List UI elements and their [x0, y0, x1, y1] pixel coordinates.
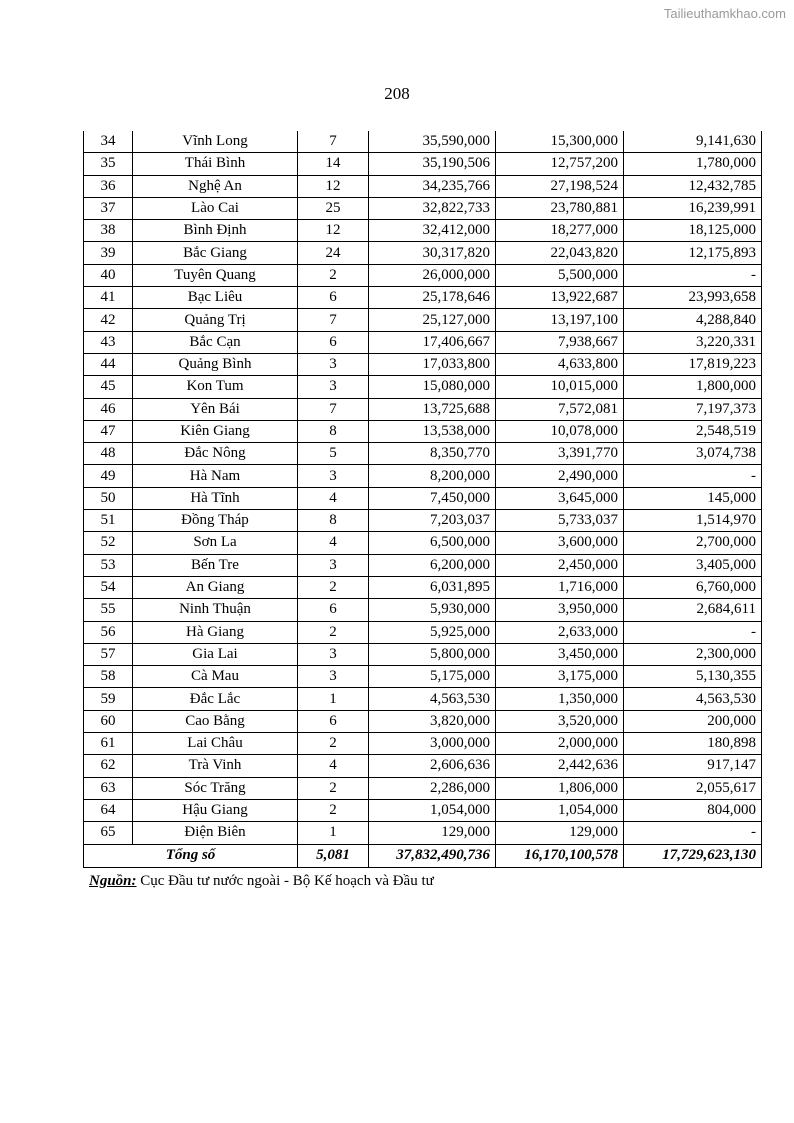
implemented-capital: 4,563,530	[624, 688, 762, 710]
table-row	[84, 799, 762, 821]
table-row	[84, 710, 762, 732]
table-row	[84, 822, 762, 844]
province-name: Quảng Trị	[133, 309, 298, 331]
table-row	[84, 465, 762, 487]
implemented-capital: 804,000	[624, 799, 762, 821]
implemented-capital: -	[624, 621, 762, 643]
registered-capital: 5,930,000	[369, 599, 496, 621]
registered-capital: 25,178,646	[369, 287, 496, 309]
province-name: Hậu Giang	[133, 799, 298, 821]
total-projects: 5,081	[298, 844, 369, 867]
table-row	[84, 666, 762, 688]
charter-capital: 2,490,000	[496, 465, 624, 487]
charter-capital: 3,950,000	[496, 599, 624, 621]
implemented-capital: 2,684,611	[624, 599, 762, 621]
table-row	[84, 220, 762, 242]
province-name: Tuyên Quang	[133, 264, 298, 286]
province-name: An Giang	[133, 576, 298, 598]
implemented-capital: -	[624, 264, 762, 286]
charter-capital: 5,733,037	[496, 510, 624, 532]
table-row	[84, 376, 762, 398]
source-note	[89, 873, 434, 890]
implemented-capital: 12,175,893	[624, 242, 762, 264]
project-count: 2	[298, 576, 369, 598]
implemented-capital: 2,055,617	[624, 777, 762, 799]
province-name: Nghệ An	[133, 175, 298, 197]
project-count: 4	[298, 755, 369, 777]
project-count: 3	[298, 666, 369, 688]
charter-capital: 129,000	[496, 822, 624, 844]
table-row	[84, 197, 762, 219]
registered-capital: 3,820,000	[369, 710, 496, 732]
project-count: 6	[298, 287, 369, 309]
registered-capital: 32,822,733	[369, 197, 496, 219]
table-row	[84, 688, 762, 710]
implemented-capital: 3,405,000	[624, 554, 762, 576]
registered-capital: 5,175,000	[369, 666, 496, 688]
implemented-capital: 3,220,331	[624, 331, 762, 353]
row-number: 47	[84, 420, 133, 442]
row-number: 55	[84, 599, 133, 621]
table-row	[84, 510, 762, 532]
table-row	[84, 532, 762, 554]
charter-capital: 3,645,000	[496, 487, 624, 509]
implemented-capital: 18,125,000	[624, 220, 762, 242]
row-number: 38	[84, 220, 133, 242]
charter-capital: 27,198,524	[496, 175, 624, 197]
registered-capital: 6,031,895	[369, 576, 496, 598]
implemented-capital: 1,800,000	[624, 376, 762, 398]
province-name: Bắc Cạn	[133, 331, 298, 353]
charter-capital: 3,600,000	[496, 532, 624, 554]
province-name: Hà Giang	[133, 621, 298, 643]
charter-capital: 1,054,000	[496, 799, 624, 821]
charter-capital: 3,450,000	[496, 643, 624, 665]
table-row	[84, 287, 762, 309]
registered-capital: 2,606,636	[369, 755, 496, 777]
implemented-capital: 4,288,840	[624, 309, 762, 331]
implemented-capital: -	[624, 822, 762, 844]
province-name: Đắc Lắc	[133, 688, 298, 710]
registered-capital: 1,054,000	[369, 799, 496, 821]
implemented-capital: 917,147	[624, 755, 762, 777]
project-count: 3	[298, 353, 369, 375]
table-row	[84, 443, 762, 465]
implemented-capital: 16,239,991	[624, 197, 762, 219]
registered-capital: 35,590,000	[369, 131, 496, 153]
province-name: Hà Nam	[133, 465, 298, 487]
charter-capital: 15,300,000	[496, 131, 624, 153]
watermark-text: Tailieuthamkhao.com	[663, 6, 786, 21]
registered-capital: 15,080,000	[369, 376, 496, 398]
project-count: 4	[298, 532, 369, 554]
registered-capital: 3,000,000	[369, 733, 496, 755]
fdi-by-province-table	[83, 131, 762, 868]
province-name: Bạc Liêu	[133, 287, 298, 309]
registered-capital: 8,350,770	[369, 443, 496, 465]
row-number: 41	[84, 287, 133, 309]
row-number: 62	[84, 755, 133, 777]
implemented-capital: -	[624, 465, 762, 487]
project-count: 12	[298, 175, 369, 197]
registered-capital: 129,000	[369, 822, 496, 844]
charter-capital: 1,806,000	[496, 777, 624, 799]
province-name: Sóc Trăng	[133, 777, 298, 799]
row-number: 43	[84, 331, 133, 353]
row-number: 35	[84, 153, 133, 175]
registered-capital: 6,500,000	[369, 532, 496, 554]
province-name: Trà Vinh	[133, 755, 298, 777]
registered-capital: 13,538,000	[369, 420, 496, 442]
charter-capital: 2,442,636	[496, 755, 624, 777]
charter-capital: 2,633,000	[496, 621, 624, 643]
table-row	[84, 309, 762, 331]
registered-capital: 17,033,800	[369, 353, 496, 375]
table-row	[84, 755, 762, 777]
province-name: Bắc Giang	[133, 242, 298, 264]
table-row	[84, 576, 762, 598]
row-number: 39	[84, 242, 133, 264]
total-charter-capital: 16,170,100,578	[496, 844, 624, 867]
project-count: 25	[298, 197, 369, 219]
province-name: Sơn La	[133, 532, 298, 554]
project-count: 2	[298, 777, 369, 799]
project-count: 2	[298, 621, 369, 643]
implemented-capital: 12,432,785	[624, 175, 762, 197]
row-number: 58	[84, 666, 133, 688]
table-row	[84, 153, 762, 175]
project-count: 5	[298, 443, 369, 465]
row-number: 64	[84, 799, 133, 821]
implemented-capital: 1,780,000	[624, 153, 762, 175]
project-count: 24	[298, 242, 369, 264]
row-number: 53	[84, 554, 133, 576]
registered-capital: 26,000,000	[369, 264, 496, 286]
row-number: 65	[84, 822, 133, 844]
charter-capital: 23,780,881	[496, 197, 624, 219]
province-name: Bình Định	[133, 220, 298, 242]
charter-capital: 5,500,000	[496, 264, 624, 286]
implemented-capital: 6,760,000	[624, 576, 762, 598]
row-number: 50	[84, 487, 133, 509]
province-name: Bến Tre	[133, 554, 298, 576]
project-count: 3	[298, 643, 369, 665]
charter-capital: 13,197,100	[496, 309, 624, 331]
province-name: Cao Bằng	[133, 710, 298, 732]
source-label: Nguồn:	[89, 873, 137, 889]
table-row	[84, 353, 762, 375]
charter-capital: 2,000,000	[496, 733, 624, 755]
row-number: 37	[84, 197, 133, 219]
registered-capital: 4,563,530	[369, 688, 496, 710]
project-count: 2	[298, 799, 369, 821]
charter-capital: 12,757,200	[496, 153, 624, 175]
project-count: 3	[298, 465, 369, 487]
province-name: Thái Bình	[133, 153, 298, 175]
implemented-capital: 5,130,355	[624, 666, 762, 688]
registered-capital: 7,203,037	[369, 510, 496, 532]
registered-capital: 5,800,000	[369, 643, 496, 665]
registered-capital: 8,200,000	[369, 465, 496, 487]
implemented-capital: 2,548,519	[624, 420, 762, 442]
row-number: 45	[84, 376, 133, 398]
implemented-capital: 2,300,000	[624, 643, 762, 665]
row-number: 44	[84, 353, 133, 375]
table-row	[84, 264, 762, 286]
project-count: 12	[298, 220, 369, 242]
row-number: 42	[84, 309, 133, 331]
table-body	[84, 131, 762, 844]
registered-capital: 34,235,766	[369, 175, 496, 197]
project-count: 1	[298, 688, 369, 710]
project-count: 14	[298, 153, 369, 175]
table-row	[84, 331, 762, 353]
charter-capital: 2,450,000	[496, 554, 624, 576]
registered-capital: 35,190,506	[369, 153, 496, 175]
charter-capital: 18,277,000	[496, 220, 624, 242]
implemented-capital: 145,000	[624, 487, 762, 509]
registered-capital: 17,406,667	[369, 331, 496, 353]
registered-capital: 32,412,000	[369, 220, 496, 242]
province-name: Kon Tum	[133, 376, 298, 398]
table-row	[84, 487, 762, 509]
registered-capital: 25,127,000	[369, 309, 496, 331]
province-name: Đắc Nông	[133, 443, 298, 465]
project-count: 2	[298, 264, 369, 286]
total-label: Tổng số	[84, 844, 298, 867]
project-count: 7	[298, 309, 369, 331]
province-name: Yên Bái	[133, 398, 298, 420]
row-number: 54	[84, 576, 133, 598]
total-registered-capital: 37,832,490,736	[369, 844, 496, 867]
row-number: 40	[84, 264, 133, 286]
table-row	[84, 554, 762, 576]
province-name: Kiên Giang	[133, 420, 298, 442]
row-number: 34	[84, 131, 133, 153]
table-row	[84, 420, 762, 442]
implemented-capital: 9,141,630	[624, 131, 762, 153]
table-row	[84, 242, 762, 264]
project-count: 7	[298, 131, 369, 153]
province-name: Đồng Tháp	[133, 510, 298, 532]
registered-capital: 30,317,820	[369, 242, 496, 264]
project-count: 6	[298, 710, 369, 732]
row-number: 51	[84, 510, 133, 532]
table-row	[84, 398, 762, 420]
table-row	[84, 643, 762, 665]
row-number: 36	[84, 175, 133, 197]
project-count: 4	[298, 487, 369, 509]
table-row	[84, 777, 762, 799]
implemented-capital: 200,000	[624, 710, 762, 732]
row-number: 56	[84, 621, 133, 643]
row-number: 61	[84, 733, 133, 755]
charter-capital: 1,350,000	[496, 688, 624, 710]
charter-capital: 7,572,081	[496, 398, 624, 420]
row-number: 49	[84, 465, 133, 487]
province-name: Điện Biên	[133, 822, 298, 844]
table-row	[84, 175, 762, 197]
row-number: 48	[84, 443, 133, 465]
charter-capital: 1,716,000	[496, 576, 624, 598]
charter-capital: 3,175,000	[496, 666, 624, 688]
row-number: 46	[84, 398, 133, 420]
project-count: 8	[298, 510, 369, 532]
province-name: Vĩnh Long	[133, 131, 298, 153]
project-count: 3	[298, 376, 369, 398]
project-count: 6	[298, 599, 369, 621]
implemented-capital: 3,074,738	[624, 443, 762, 465]
implemented-capital: 17,819,223	[624, 353, 762, 375]
charter-capital: 3,520,000	[496, 710, 624, 732]
project-count: 1	[298, 822, 369, 844]
charter-capital: 22,043,820	[496, 242, 624, 264]
province-name: Quảng Bình	[133, 353, 298, 375]
charter-capital: 10,015,000	[496, 376, 624, 398]
registered-capital: 13,725,688	[369, 398, 496, 420]
registered-capital: 6,200,000	[369, 554, 496, 576]
charter-capital: 7,938,667	[496, 331, 624, 353]
charter-capital: 13,922,687	[496, 287, 624, 309]
implemented-capital: 23,993,658	[624, 287, 762, 309]
project-count: 3	[298, 554, 369, 576]
province-name: Hà Tĩnh	[133, 487, 298, 509]
province-name: Lào Cai	[133, 197, 298, 219]
project-count: 2	[298, 733, 369, 755]
province-name: Lai Châu	[133, 733, 298, 755]
row-number: 60	[84, 710, 133, 732]
implemented-capital: 1,514,970	[624, 510, 762, 532]
source-text: Cục Đầu tư nước ngoài - Bộ Kế hoạch và Đầu tư	[136, 873, 434, 889]
registered-capital: 2,286,000	[369, 777, 496, 799]
row-number: 63	[84, 777, 133, 799]
table-row	[84, 733, 762, 755]
table-row	[84, 599, 762, 621]
charter-capital: 3,391,770	[496, 443, 624, 465]
charter-capital: 4,633,800	[496, 353, 624, 375]
province-name: Gia Lai	[133, 643, 298, 665]
total-implemented-capital: 17,729,623,130	[624, 844, 762, 867]
province-name: Cà Mau	[133, 666, 298, 688]
charter-capital: 10,078,000	[496, 420, 624, 442]
project-count: 8	[298, 420, 369, 442]
table-row	[84, 131, 762, 153]
project-count: 7	[298, 398, 369, 420]
row-number: 59	[84, 688, 133, 710]
registered-capital: 7,450,000	[369, 487, 496, 509]
page-number: 208	[384, 84, 410, 103]
row-number: 57	[84, 643, 133, 665]
registered-capital: 5,925,000	[369, 621, 496, 643]
province-name: Ninh Thuận	[133, 599, 298, 621]
total-row	[84, 844, 762, 867]
project-count: 6	[298, 331, 369, 353]
implemented-capital: 180,898	[624, 733, 762, 755]
row-number: 52	[84, 532, 133, 554]
implemented-capital: 7,197,373	[624, 398, 762, 420]
table-row	[84, 621, 762, 643]
implemented-capital: 2,700,000	[624, 532, 762, 554]
